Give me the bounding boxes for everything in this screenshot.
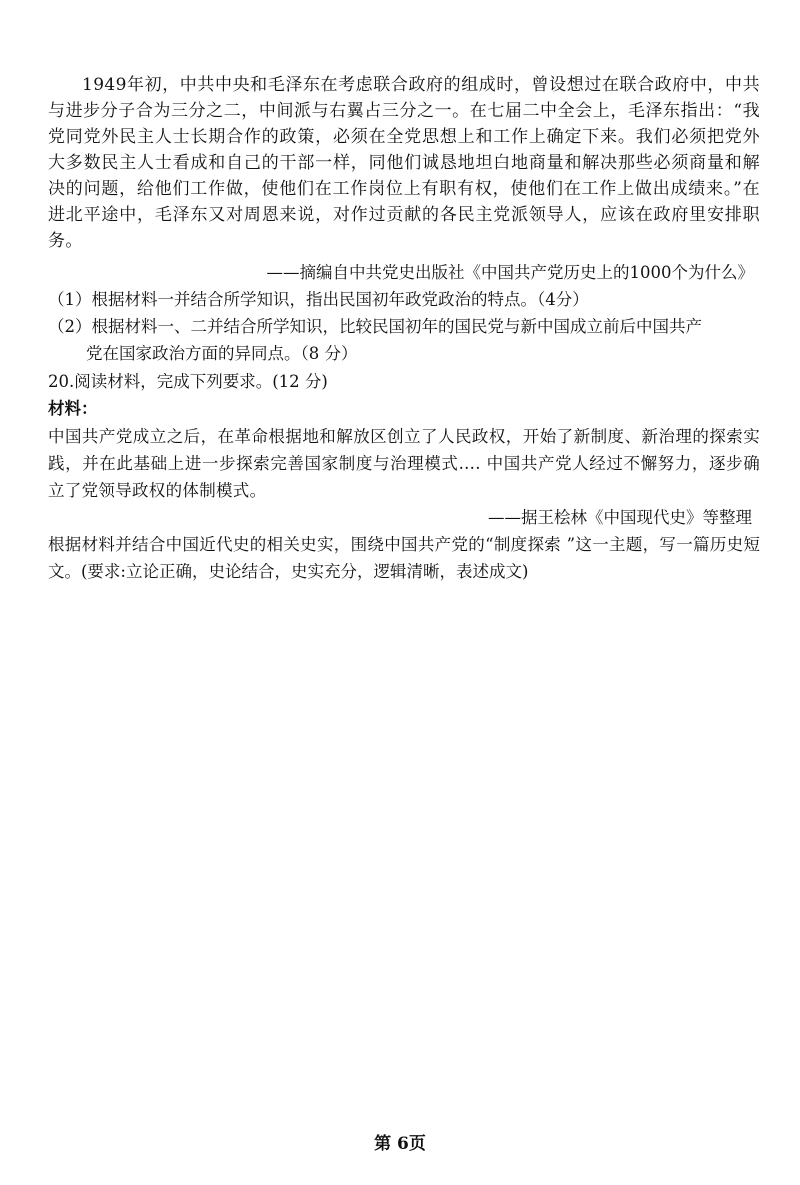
question-20-material-text: 中国共产党成立之后，在革命根据地和解放区创立了人民政权，开始了新制度、新治理的探索实践，并在此基础上进一步探索完善国家制度与治理模式…. 中国共产党人经过不懈努力，逐步确立了党领导政权的体制模式。 <box>48 427 760 500</box>
material-two-source: ——摘编自中共党史出版社《中国共产党历史上的1000个为什么》 <box>266 263 754 282</box>
question-19-part-2-line-1: （2）根据材料一、二并结合所学知识，比较民国初年的国民党与新中国成立前后中国共产 <box>48 317 702 336</box>
material-two-paragraph: 1949年初，中共中央和毛泽东在考虑联合政府的组成时，曾设想过在联合政府中，中共与进步分子合为三分之二，中间派与右翼占三分之一。在七届二中全会上，毛泽东指出：“我党同党外民主人士长期合作的政策，必须在全党思想上和工作上确定下来。我们必须把党外大多数民主人士看成和自己的干部一样，同他们诚恳地坦白地商量和解决那些必须商量和解决的问题，给他们工作做，使他们在工作岗位上有职有权，使他们在工作上做出成绩来。”在进北平途中，毛泽东又对周恩来说，对作过贡献的各民主党派领导人，应该在政府里安排职务。 <box>48 75 760 251</box>
question-19-part-2-line-2: 党在国家政治方面的异同点。（8 分） <box>86 344 358 363</box>
question-20-material-label: 材料： <box>48 399 98 418</box>
page-number: 第 6页 <box>374 1134 426 1154</box>
question-19-part-1: （1）根据材料一并结合所学知识，指出民国初年政党政治的特点。（4分） <box>48 290 589 309</box>
question-20-title: 20.阅读材料，完成下列要求。(12 分) <box>48 372 328 391</box>
question-20-source: ——据王桧林《中国现代史》等整理 <box>488 508 752 527</box>
question-20-requirement: 根据材料并结合中国近代史的相关史实，围绕中国共产党的“制度探索 ”这一主题，写一篇历史短文。(要求:立论正确，史论结合，史实充分，逻辑清晰，表述成文) <box>48 535 760 581</box>
